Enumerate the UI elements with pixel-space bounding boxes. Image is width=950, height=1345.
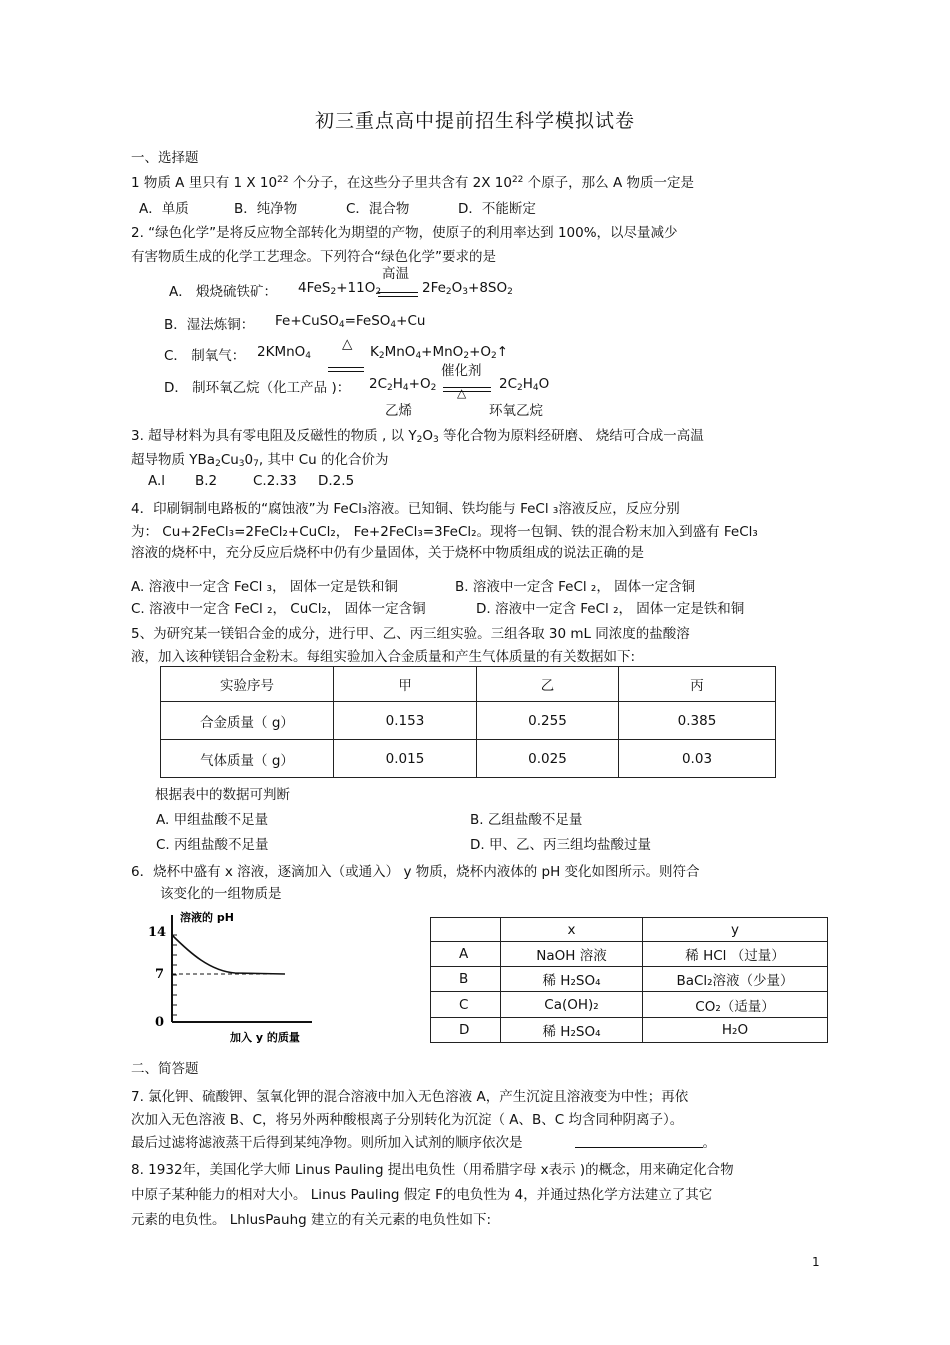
table-cell: 0.015 xyxy=(334,740,477,778)
question-7-line3: 最后过滤将滤液蒸干后得到某纯净物。则所加入试剂的顺序依次是 。 xyxy=(131,1135,716,1151)
q1-option-a: A．单质 xyxy=(139,201,189,217)
table-header-row xyxy=(161,667,776,702)
question-5-line1: 5、为研究某一镁铝合金的成分，进行甲、乙、丙三组实验。三组各取 30 mL 同浓度的盐酸溶 xyxy=(131,626,690,642)
table-header-cell: 甲 xyxy=(334,667,477,702)
table-cell: 稀 H₂SO₄ xyxy=(501,967,643,992)
question-8-line3: 元素的电负性。 LhlusPauhg 建立的有关元素的电负性如下: xyxy=(131,1212,492,1228)
table-row xyxy=(161,702,776,740)
q5-option-a: A. 甲组盐酸不足量 xyxy=(156,812,269,828)
table-cell: 稀 HCl （过量） xyxy=(643,942,828,967)
equals-sign xyxy=(328,367,364,372)
question-1: 1 物质 A 里只有 1 X $10^{22}$ 个分子，在这些分子里共含有 2X $10^{22}$ 个原子，那么 A 物质一定是 xyxy=(131,175,694,191)
question-8-line2: 中原子某种能力的相对大小。 Linus Pauling 假定 F的电负性为 4，并通过热化学方法建立了其它 xyxy=(131,1187,713,1203)
q2d-note-epoxide: 环氧乙烷 xyxy=(489,403,543,419)
q3-option-b: B.2 xyxy=(195,473,218,489)
section-heading-short-answer: 二、简答题 xyxy=(131,1061,199,1077)
table-header-cell: 实验序号 xyxy=(161,667,334,702)
table-cell: 气体质量（ g） xyxy=(161,740,334,778)
q5-followup: 根据表中的数据可判断 xyxy=(155,787,290,803)
table-cell: 0.385 xyxy=(619,702,776,740)
q1-option-c: C．混合物 xyxy=(346,201,410,217)
ph-curve xyxy=(172,935,285,974)
table-cell: 0.153 xyxy=(334,702,477,740)
table-row xyxy=(431,942,828,967)
question-3-line2: 超导物质 $YBa_2Cu_30_7$, 其中 Cu 的化合价为 xyxy=(131,452,389,469)
question-3-line1: 3. 超导材料为具有零电阻及反磁性的物质 , 以 $Y_2O_3$ 等化合物为原料经研磨、 烧结可合成一高温 xyxy=(131,428,704,445)
q1-option-d: D．不能断定 xyxy=(458,201,536,217)
question-6-line1: 6．烧杯中盛有 x 溶液，逐滴加入（或通入） y 物质，烧杯内液体的 pH 变化如图所示。则符合 xyxy=(131,864,700,880)
table-header-cell xyxy=(431,918,501,942)
table-cell: D xyxy=(431,1018,501,1043)
answer-blank[interactable] xyxy=(575,1134,703,1148)
q4-option-b: B. 溶液中一定含 FeCl ₂， 固体一定含铜 xyxy=(455,579,696,595)
table-cell: 0.025 xyxy=(477,740,619,778)
q3-option-d: D.2.5 xyxy=(318,473,355,489)
question-4-line3: 溶液的烧杯中，充分反应后烧杯中仍有少量固体，关于烧杯中物质组成的说法正确的是 xyxy=(131,545,644,561)
table-cell: 稀 H₂SO₄ xyxy=(501,1018,643,1043)
table-header-cell: 丙 xyxy=(619,667,776,702)
equals-sign xyxy=(378,292,418,297)
q3-option-c: C.2.33 xyxy=(253,473,297,489)
table-cell: 0.255 xyxy=(477,702,619,740)
table-cell: CO₂（适量） xyxy=(643,992,828,1018)
table-row xyxy=(431,967,828,992)
q5-data-table xyxy=(160,666,776,778)
table-header-cell: y xyxy=(643,918,828,942)
question-8-line1: 8. 1932年，美国化学大师 Linus Pauling 提出电负性（用希腊字母 x表示 )的概念，用来确定化合物 xyxy=(131,1162,734,1178)
q2d-note-ethylene: 乙烯 xyxy=(385,403,412,419)
table-cell: C xyxy=(431,992,501,1018)
q2-option-a-label: A． 煅烧硫铁矿： xyxy=(169,284,278,300)
q2-option-d-label: D． 制环氧乙烷（化工产品 )： xyxy=(164,380,351,396)
table-cell: Ca(OH)₂ xyxy=(501,992,643,1018)
q2a-condition: 高温 xyxy=(382,266,409,282)
tick-label-14: 14 xyxy=(148,925,167,940)
table-cell: H₂O xyxy=(643,1018,828,1043)
table-header-cell: 乙 xyxy=(477,667,619,702)
table-row xyxy=(431,1018,828,1043)
q5-option-b: B. 乙组盐酸不足量 xyxy=(470,812,583,828)
q2-option-a-eq-right: $2Fe_2O_3+8SO_2$ xyxy=(422,280,513,297)
q4-option-c: C. 溶液中一定含 FeCl ₂， CuCl₂， 固体一定含铜 xyxy=(131,601,426,617)
table-cell: BaCl₂溶液（少量） xyxy=(643,967,828,992)
equals-sign xyxy=(443,387,491,392)
page-number: 1 xyxy=(812,1255,820,1269)
table-cell: B xyxy=(431,967,501,992)
q2-option-b-eq: Fe+CuSO$_4$=FeSO$_4$+Cu xyxy=(275,313,426,330)
page-title: 初三重点高中提前招生科学模拟试卷 xyxy=(314,110,635,132)
table-cell: A xyxy=(431,942,501,967)
question-5-line2: 液，加入该种镁铝合金粉末。每组实验加入合金质量和产生气体质量的有关数据如下: xyxy=(131,649,636,665)
q3-option-a: A.l xyxy=(148,473,166,489)
q2d-heat-symbol: △ xyxy=(457,386,467,400)
q5-option-d: D. 甲、乙、丙三组均盐酸过量 xyxy=(470,837,651,853)
question-6-line2: 该变化的一组物质是 xyxy=(160,886,282,902)
graph-y-label: 溶液的 pH xyxy=(180,911,234,924)
question-2-line2: 有害物质生成的化学工艺理念。下列符合“绿色化学”要求的是 xyxy=(131,249,496,265)
question-4-line1: 4．印刷铜制电路板的“腐蚀液”为 FeCl₃溶液。已知铜、铁均能与 FeCl ₃溶液反应，反应分别 xyxy=(131,501,680,517)
q4-option-a: A. 溶液中一定含 FeCl ₃， 固体一定是铁和铜 xyxy=(131,579,398,595)
q1-option-b: B．纯净物 xyxy=(234,201,298,217)
q5-option-c: C. 丙组盐酸不足量 xyxy=(156,837,269,853)
tick-label-7: 7 xyxy=(155,967,165,982)
q2-option-a-eq-left: $4FeS_2+11O_2$ xyxy=(298,280,382,297)
question-4-line2: 为： Cu+2FeCl₃=2FeCl₂+CuCl₂， Fe+2FeCl₃=3FeCl₂。现将一包铜、铁的混合粉末加入到盛有 FeCl₃ xyxy=(131,524,758,540)
q2-option-d-eq-left: $2C_2H_4+O_2$ xyxy=(369,376,437,393)
q2-option-c-eq-right: $K_2MnO_4+MnO_2+O_2↑$ xyxy=(370,344,509,361)
q2-option-c-eq-left: 2KMnO$_4$ xyxy=(257,344,312,361)
ph-graph xyxy=(140,905,320,1047)
tick-label-0: 0 xyxy=(155,1015,165,1030)
graph-x-label: 加入 y 的质量 xyxy=(230,1031,300,1044)
section-heading-choice: 一、选择题 xyxy=(131,150,199,166)
q6-options-table xyxy=(430,917,828,1043)
table-row xyxy=(161,740,776,778)
q2-option-b-label: B．湿法炼铜： xyxy=(164,317,255,333)
table-cell: 0.03 xyxy=(619,740,776,778)
q2c-heat-symbol: △ xyxy=(342,336,353,352)
table-header-row xyxy=(431,918,828,942)
table-header-cell: x xyxy=(501,918,643,942)
q4-option-d: D. 溶液中一定含 FeCl ₂， 固体一定是铁和铜 xyxy=(476,601,745,617)
question-7-line2: 次加入无色溶液 B、C，将另外两种酸根离子分别转化为沉淀（ A、B、C 均含同种阴离子）。 xyxy=(131,1112,684,1128)
question-7-line1: 7. 氯化钾、硫酸钾、氢氧化钾的混合溶液中加入无色溶液 A，产生沉淀且溶液变为中性；再依 xyxy=(131,1089,689,1105)
q2-option-c-label: C． 制氧气： xyxy=(164,348,246,364)
table-cell: NaOH 溶液 xyxy=(501,942,643,967)
table-row xyxy=(431,992,828,1018)
q2d-catalyst: 催化剂 xyxy=(441,363,482,379)
table-cell: 合金质量（ g） xyxy=(161,702,334,740)
q2-option-d-eq-right: $2C_2H_4O$ xyxy=(499,376,550,393)
question-2-line1: 2. “绿色化学”是将反应物全部转化为期望的产物，使原子的利用率达到 100%，以尽量减少 xyxy=(131,225,678,241)
